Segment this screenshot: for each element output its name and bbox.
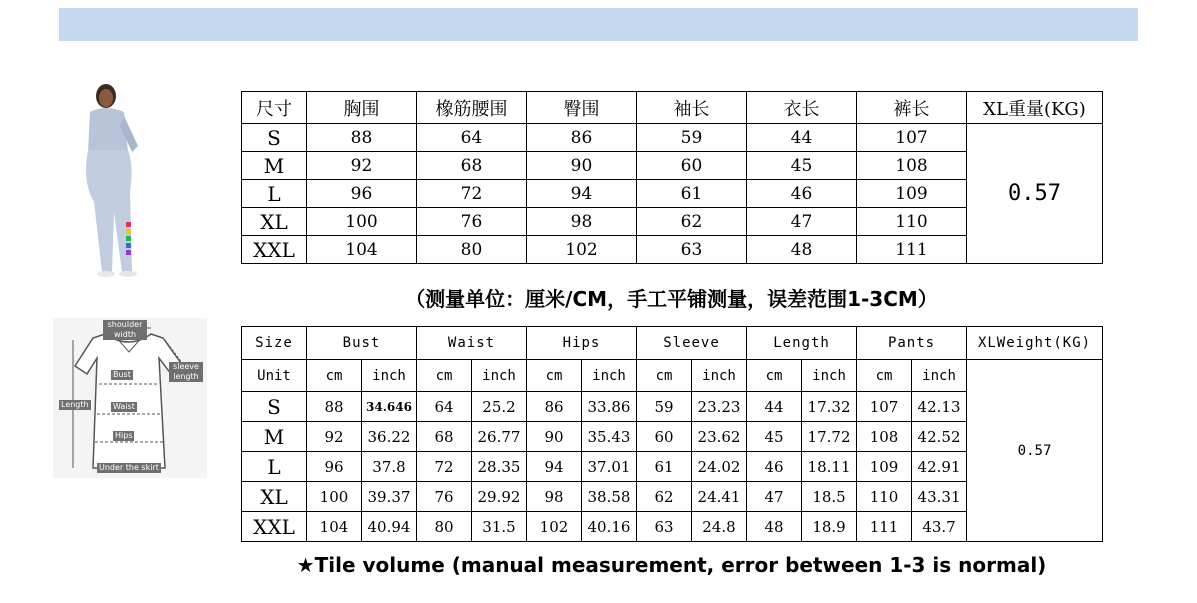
table-cell: 42.52: [912, 422, 967, 452]
size-cell: M: [242, 152, 307, 180]
table-cell: 33.86: [582, 392, 637, 422]
table-cell: 88: [307, 124, 417, 152]
table-cell: 37.8: [362, 452, 417, 482]
table-cell: 40.94: [362, 512, 417, 542]
size-cell: XL: [242, 482, 307, 512]
size-cell: L: [242, 452, 307, 482]
header-cell: 臀围: [527, 92, 637, 124]
table-cell: 29.92: [472, 482, 527, 512]
header-cell: Length: [747, 327, 857, 360]
header-cell: Waist: [417, 327, 527, 360]
table-cell: 59: [637, 392, 692, 422]
header-cell: 袖长: [637, 92, 747, 124]
table-cell: 63: [637, 512, 692, 542]
unit-cell: inch: [582, 360, 637, 392]
table-cell: 109: [857, 180, 967, 208]
table-cell: 39.37: [362, 482, 417, 512]
table-cell: 104: [307, 512, 362, 542]
unit-cell: cm: [857, 360, 912, 392]
table-cell: 24.8: [692, 512, 747, 542]
table-cell: 24.41: [692, 482, 747, 512]
size-cell: XXL: [242, 236, 307, 264]
table-cell: 107: [857, 124, 967, 152]
table-cell: 98: [527, 482, 582, 512]
table-cell: 36.22: [362, 422, 417, 452]
table-header-row: [242, 327, 1103, 360]
table-cell: 28.35: [472, 452, 527, 482]
table-cell: 98: [527, 208, 637, 236]
table-cell: 110: [857, 208, 967, 236]
table-cell: 31.5: [472, 512, 527, 542]
measurement-diagram: [53, 318, 207, 478]
table-cell: 24.02: [692, 452, 747, 482]
unit-row: [242, 360, 1103, 392]
table-cell: 100: [307, 208, 417, 236]
unit-cell: cm: [747, 360, 802, 392]
table-cell: 63: [637, 236, 747, 264]
header-cell: Pants: [857, 327, 967, 360]
table-cell: 18.9: [802, 512, 857, 542]
table-cell: 64: [417, 124, 527, 152]
header-cell: Hips: [527, 327, 637, 360]
table-cell: 60: [637, 152, 747, 180]
unit-cell: cm: [307, 360, 362, 392]
table-cell: 34.646: [362, 392, 417, 422]
table-cell: 72: [417, 180, 527, 208]
table-cell: 26.77: [472, 422, 527, 452]
table-cell: 42.13: [912, 392, 967, 422]
table-cell: 108: [857, 152, 967, 180]
header-cell: 胸围: [307, 92, 417, 124]
diagram-waist-label: Waist: [113, 402, 135, 411]
size-cell: L: [242, 180, 307, 208]
table-cell: 42.91: [912, 452, 967, 482]
size-cell: M: [242, 422, 307, 452]
table-cell: 110: [857, 482, 912, 512]
table-cell: 107: [857, 392, 912, 422]
table-cell: 47: [747, 208, 857, 236]
table-cell: 61: [637, 452, 692, 482]
unit-cell: inch: [362, 360, 417, 392]
unit-cell: Unit: [242, 360, 307, 392]
table-cell: 102: [527, 512, 582, 542]
unit-cell: inch: [912, 360, 967, 392]
header-cell: XLWeight(KG): [967, 327, 1103, 360]
size-cell: S: [242, 392, 307, 422]
table-cell: 35.43: [582, 422, 637, 452]
size-cell: XL: [242, 208, 307, 236]
table-cell: 46: [747, 180, 857, 208]
table-cell: 43.31: [912, 482, 967, 512]
size-cell: S: [242, 124, 307, 152]
unit-cell: inch: [802, 360, 857, 392]
unit-cell: cm: [417, 360, 472, 392]
measurement-note-chinese: （测量单位：厘米/CM，手工平铺测量，误差范围1-3CM）: [405, 287, 938, 311]
table-cell: 59: [637, 124, 747, 152]
table-cell: 90: [527, 422, 582, 452]
table-cell: 104: [307, 236, 417, 264]
table-cell: 80: [417, 512, 472, 542]
table-cell: 94: [527, 180, 637, 208]
table-cell: 38.58: [582, 482, 637, 512]
table-cell: 48: [747, 236, 857, 264]
unit-cell: inch: [692, 360, 747, 392]
header-cell: Size: [242, 327, 307, 360]
weight-cell: 0.57: [967, 124, 1103, 264]
table-cell: 43.7: [912, 512, 967, 542]
table-cell: 44: [747, 392, 802, 422]
table-cell: 60: [637, 422, 692, 452]
table-cell: 40.16: [582, 512, 637, 542]
table-cell: 62: [637, 482, 692, 512]
table-cell: 92: [307, 152, 417, 180]
table-cell: 47: [747, 482, 802, 512]
header-cell: Bust: [307, 327, 417, 360]
diagram-hips-label: Hips: [115, 431, 133, 440]
table-cell: 90: [527, 152, 637, 180]
measurement-note-english: ★Tile volume (manual measurement, error between 1-3 is normal): [296, 553, 1047, 577]
table-cell: 102: [527, 236, 637, 264]
table-cell: 111: [857, 512, 912, 542]
table-cell: 45: [747, 152, 857, 180]
table-cell: 23.62: [692, 422, 747, 452]
table-cell: 86: [527, 124, 637, 152]
table-cell: 76: [417, 208, 527, 236]
table-cell: 45: [747, 422, 802, 452]
table-cell: 48: [747, 512, 802, 542]
diagram-bust-label: Bust: [113, 370, 131, 379]
diagram-length-label: Length: [61, 400, 89, 409]
table-cell: 88: [307, 392, 362, 422]
header-cell: 裤长: [857, 92, 967, 124]
unit-cell: inch: [472, 360, 527, 392]
diagram-hem-label: Under the skirt: [99, 463, 159, 472]
table-cell: 76: [417, 482, 472, 512]
size-cell: XXL: [242, 512, 307, 542]
header-cell: 衣长: [747, 92, 857, 124]
unit-cell: cm: [527, 360, 582, 392]
table-cell: 25.2: [472, 392, 527, 422]
table-cell: 23.23: [692, 392, 747, 422]
table-cell: 72: [417, 452, 472, 482]
table-cell: 108: [857, 422, 912, 452]
table-cell: 18.5: [802, 482, 857, 512]
weight-cell: 0.57: [967, 360, 1103, 542]
table-cell: 96: [307, 452, 362, 482]
table-row: [242, 124, 1103, 152]
table-cell: 18.11: [802, 452, 857, 482]
table-cell: 62: [637, 208, 747, 236]
diagram-shoulder-label: shoulder width: [103, 320, 147, 340]
table-cell: 92: [307, 422, 362, 452]
header-bar: [59, 8, 1138, 41]
size-table-english: [241, 326, 1103, 542]
table-cell: 64: [417, 392, 472, 422]
unit-cell: cm: [637, 360, 692, 392]
table-cell: 68: [417, 152, 527, 180]
table-cell: 17.32: [802, 392, 857, 422]
header-cell: Sleeve: [637, 327, 747, 360]
table-header-row: [242, 92, 1103, 124]
header-cell: 橡筋腰围: [417, 92, 527, 124]
table-cell: 111: [857, 236, 967, 264]
table-cell: 100: [307, 482, 362, 512]
table-cell: 94: [527, 452, 582, 482]
table-cell: 37.01: [582, 452, 637, 482]
table-cell: 68: [417, 422, 472, 452]
table-cell: 44: [747, 124, 857, 152]
table-cell: 17.72: [802, 422, 857, 452]
table-cell: 80: [417, 236, 527, 264]
size-table-chinese: [241, 91, 1103, 264]
table-cell: 61: [637, 180, 747, 208]
table-cell: 86: [527, 392, 582, 422]
header-cell: XL重量(KG): [967, 92, 1103, 124]
model-photo-image: [72, 82, 164, 278]
table-cell: 96: [307, 180, 417, 208]
diagram-sleeve-label: sleeve length: [169, 362, 203, 382]
header-cell: 尺寸: [242, 92, 307, 124]
table-cell: 46: [747, 452, 802, 482]
table-cell: 109: [857, 452, 912, 482]
